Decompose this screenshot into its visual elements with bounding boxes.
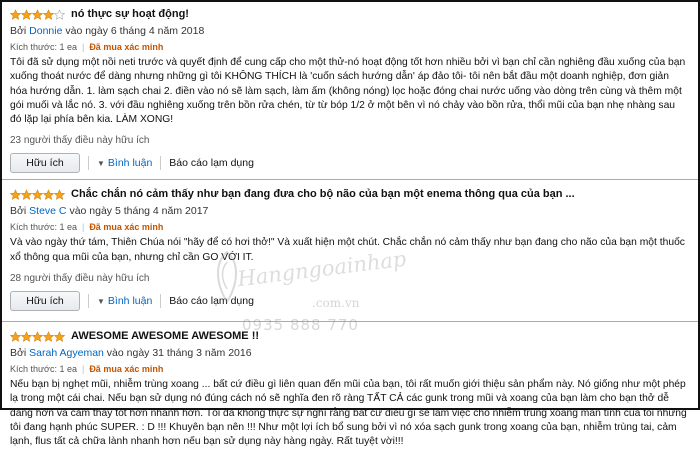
review-meta bbox=[10, 363, 688, 374]
meta-separator: | bbox=[81, 41, 85, 52]
star-full-icon bbox=[10, 9, 21, 20]
size-label: Kích thước: 1 ea bbox=[10, 41, 77, 52]
star-rating bbox=[10, 9, 65, 20]
size-label: Kích thước: 1 ea bbox=[10, 221, 77, 232]
star-full-icon bbox=[54, 189, 65, 200]
watermark-domain: .com.vn bbox=[312, 296, 360, 310]
star-full-icon bbox=[10, 331, 21, 342]
review-title[interactable]: AWESOME AWESOME AWESOME !! bbox=[71, 330, 260, 343]
review-divider bbox=[2, 321, 698, 322]
helpful-button[interactable]: Hữu ích bbox=[10, 291, 80, 311]
review-author[interactable]: Steve C bbox=[29, 205, 67, 218]
report-abuse-link[interactable]: Báo cáo lạm dụng bbox=[169, 295, 254, 308]
star-full-icon bbox=[43, 9, 54, 20]
comment-link[interactable] bbox=[97, 295, 152, 307]
star-full-icon bbox=[21, 331, 32, 342]
star-full-icon bbox=[32, 331, 43, 342]
star-full-icon bbox=[10, 189, 21, 200]
star-rating bbox=[10, 189, 65, 200]
by-prefix: Bởi bbox=[10, 205, 27, 218]
verified-badge: Đã mua xác minh bbox=[89, 221, 164, 232]
star-full-icon bbox=[43, 189, 54, 200]
helpful-button[interactable]: Hữu ích bbox=[10, 153, 80, 173]
star-full-icon bbox=[32, 9, 43, 20]
review-title[interactable]: nó thực sự hoạt động! bbox=[71, 8, 189, 20]
by-prefix: Bởi bbox=[10, 347, 27, 360]
by-prefix: Bởi bbox=[10, 25, 27, 37]
watermark-site: Hangngoainhap bbox=[236, 246, 408, 292]
action-divider bbox=[88, 156, 89, 170]
review-date: vào ngày 6 tháng 4 năm 2018 bbox=[65, 25, 205, 37]
review-date: vào ngày 31 tháng 3 năm 2016 bbox=[106, 347, 252, 360]
meta-separator: | bbox=[81, 363, 85, 374]
review-actions bbox=[10, 152, 688, 174]
review-meta bbox=[10, 41, 688, 52]
caret-down-icon: ▼ bbox=[97, 296, 105, 306]
star-full-icon bbox=[43, 331, 54, 342]
star-full-icon bbox=[54, 331, 65, 342]
star-full-icon bbox=[32, 189, 43, 200]
comment-link[interactable] bbox=[97, 157, 152, 169]
review-byline bbox=[10, 347, 688, 360]
star-full-icon bbox=[21, 9, 32, 20]
verified-badge: Đã mua xác minh bbox=[89, 41, 164, 52]
review-actions bbox=[10, 290, 688, 312]
star-full-icon bbox=[21, 189, 32, 200]
review-divider bbox=[2, 179, 698, 180]
caret-down-icon: ▼ bbox=[97, 158, 105, 168]
helpful-count: 28 người thấy điều này hữu ích bbox=[10, 273, 150, 285]
star-rating bbox=[10, 331, 65, 342]
review-byline bbox=[10, 205, 688, 218]
review-item bbox=[2, 6, 698, 174]
verified-badge: Đã mua xác minh bbox=[89, 363, 164, 374]
comment-label: Bình luận bbox=[107, 157, 153, 170]
watermark-phone: 0935 888 770 bbox=[242, 316, 359, 334]
review-author[interactable]: Donnie bbox=[29, 25, 63, 37]
action-divider bbox=[160, 294, 161, 308]
comment-label: Bình luận bbox=[107, 295, 153, 308]
review-date: vào ngày 5 tháng 4 năm 2017 bbox=[69, 205, 209, 218]
review-body: Tôi đã sử dụng một nồi neti trước và quyết định để cung cấp cho một thử-nó hoạt động tốt hơn nhiều bởi vì bạn chỉ cần nghiêng đầu xuống của bạn xuống thoát nước để dàng nhưng những gì tôi KHÔNG THÍCH là 'cuốn sách hướng dẫn' áp đảo tôi- tôi nên bắt đầu một doanh nghiệp, đơn giản hóa hướng dẫn. 1. làm sạch chai 2. điền vào nó sẽ làm sạch, làm ấm (không nóng) lọc hoặc đóng chai nước uống vào dòng trên cùng và thêm một gói muối và lắc nó. 3. với đầu nghiêng xuống trên bồn rửa chén, từ từ bóp 1/2 ở một bên vì nó chảy vào bồn rửa, thổi mũi của bạn nhẹ nhàng sau đó lặp lại phía bên kia. LÀM XONG! bbox=[10, 57, 686, 126]
review-author[interactable]: Sarah Agyeman bbox=[29, 347, 104, 360]
helpful-count: 23 người thấy điều này hữu ích bbox=[10, 135, 150, 147]
report-abuse-link[interactable]: Báo cáo lạm dụng bbox=[169, 157, 254, 170]
review-body: Và vào ngày thứ tám, Thiên Chúa nói "hãy để có hơi thở!" Và xuất hiện một chút. Chắc chắn nó cảm thấy như bạn đang cho não của bạn một thuốc xổ thông qua mũi của bạn, nhưng chỉ cần GO VỚI IT. bbox=[10, 237, 685, 263]
review-title[interactable]: Chắc chắn nó cảm thấy như bạn đang đưa cho bộ não của bạn một enema thông qua của bạn ... bbox=[71, 188, 575, 201]
review-item bbox=[2, 186, 698, 312]
action-divider bbox=[160, 156, 161, 170]
review-meta bbox=[10, 221, 688, 232]
meta-separator: | bbox=[81, 221, 85, 232]
review-item bbox=[2, 328, 698, 449]
action-divider bbox=[88, 294, 89, 308]
size-label: Kích thước: 1 ea bbox=[10, 363, 77, 374]
review-byline bbox=[10, 25, 688, 38]
star-empty-icon bbox=[54, 9, 65, 20]
review-body: Nếu bạn bị nghẹt mũi, nhiễm trùng xoang ... bất cứ điều gì liên quan đến mũi của bạn, tôi rất muốn giới thiệu sản phẩm này. Nó giống như một phép lạ trong một cái chai. Nếu bạn sử dụng nó đúng cách nó sẽ nghĩa đen rõ ràng TẤT CẢ các gunk trong mũi và xoang của bạn làm cho bạn thở dễ dàng hơn và cảm thấy tốt hơn nhanh hơn. Tôi đã không thực sự nghĩ rằng bất cứ điều gì sẽ làm việc cho nhiễm trùng xoang mãn tính của tôi nhưng tôi đang hạnh phúc SUPER. : D !!! Khuyên bạn nên !!! Như một lợi ích bổ sung bởi vì nó xóa sạch gunk trong xoang của bạn, nhiễm trùng tai, cảm lạnh, flus tất cả chữa lành nhanh hơn nếu bạn sử dụng này hàng ngày. Rất tuyệt vời!!! bbox=[10, 379, 687, 448]
